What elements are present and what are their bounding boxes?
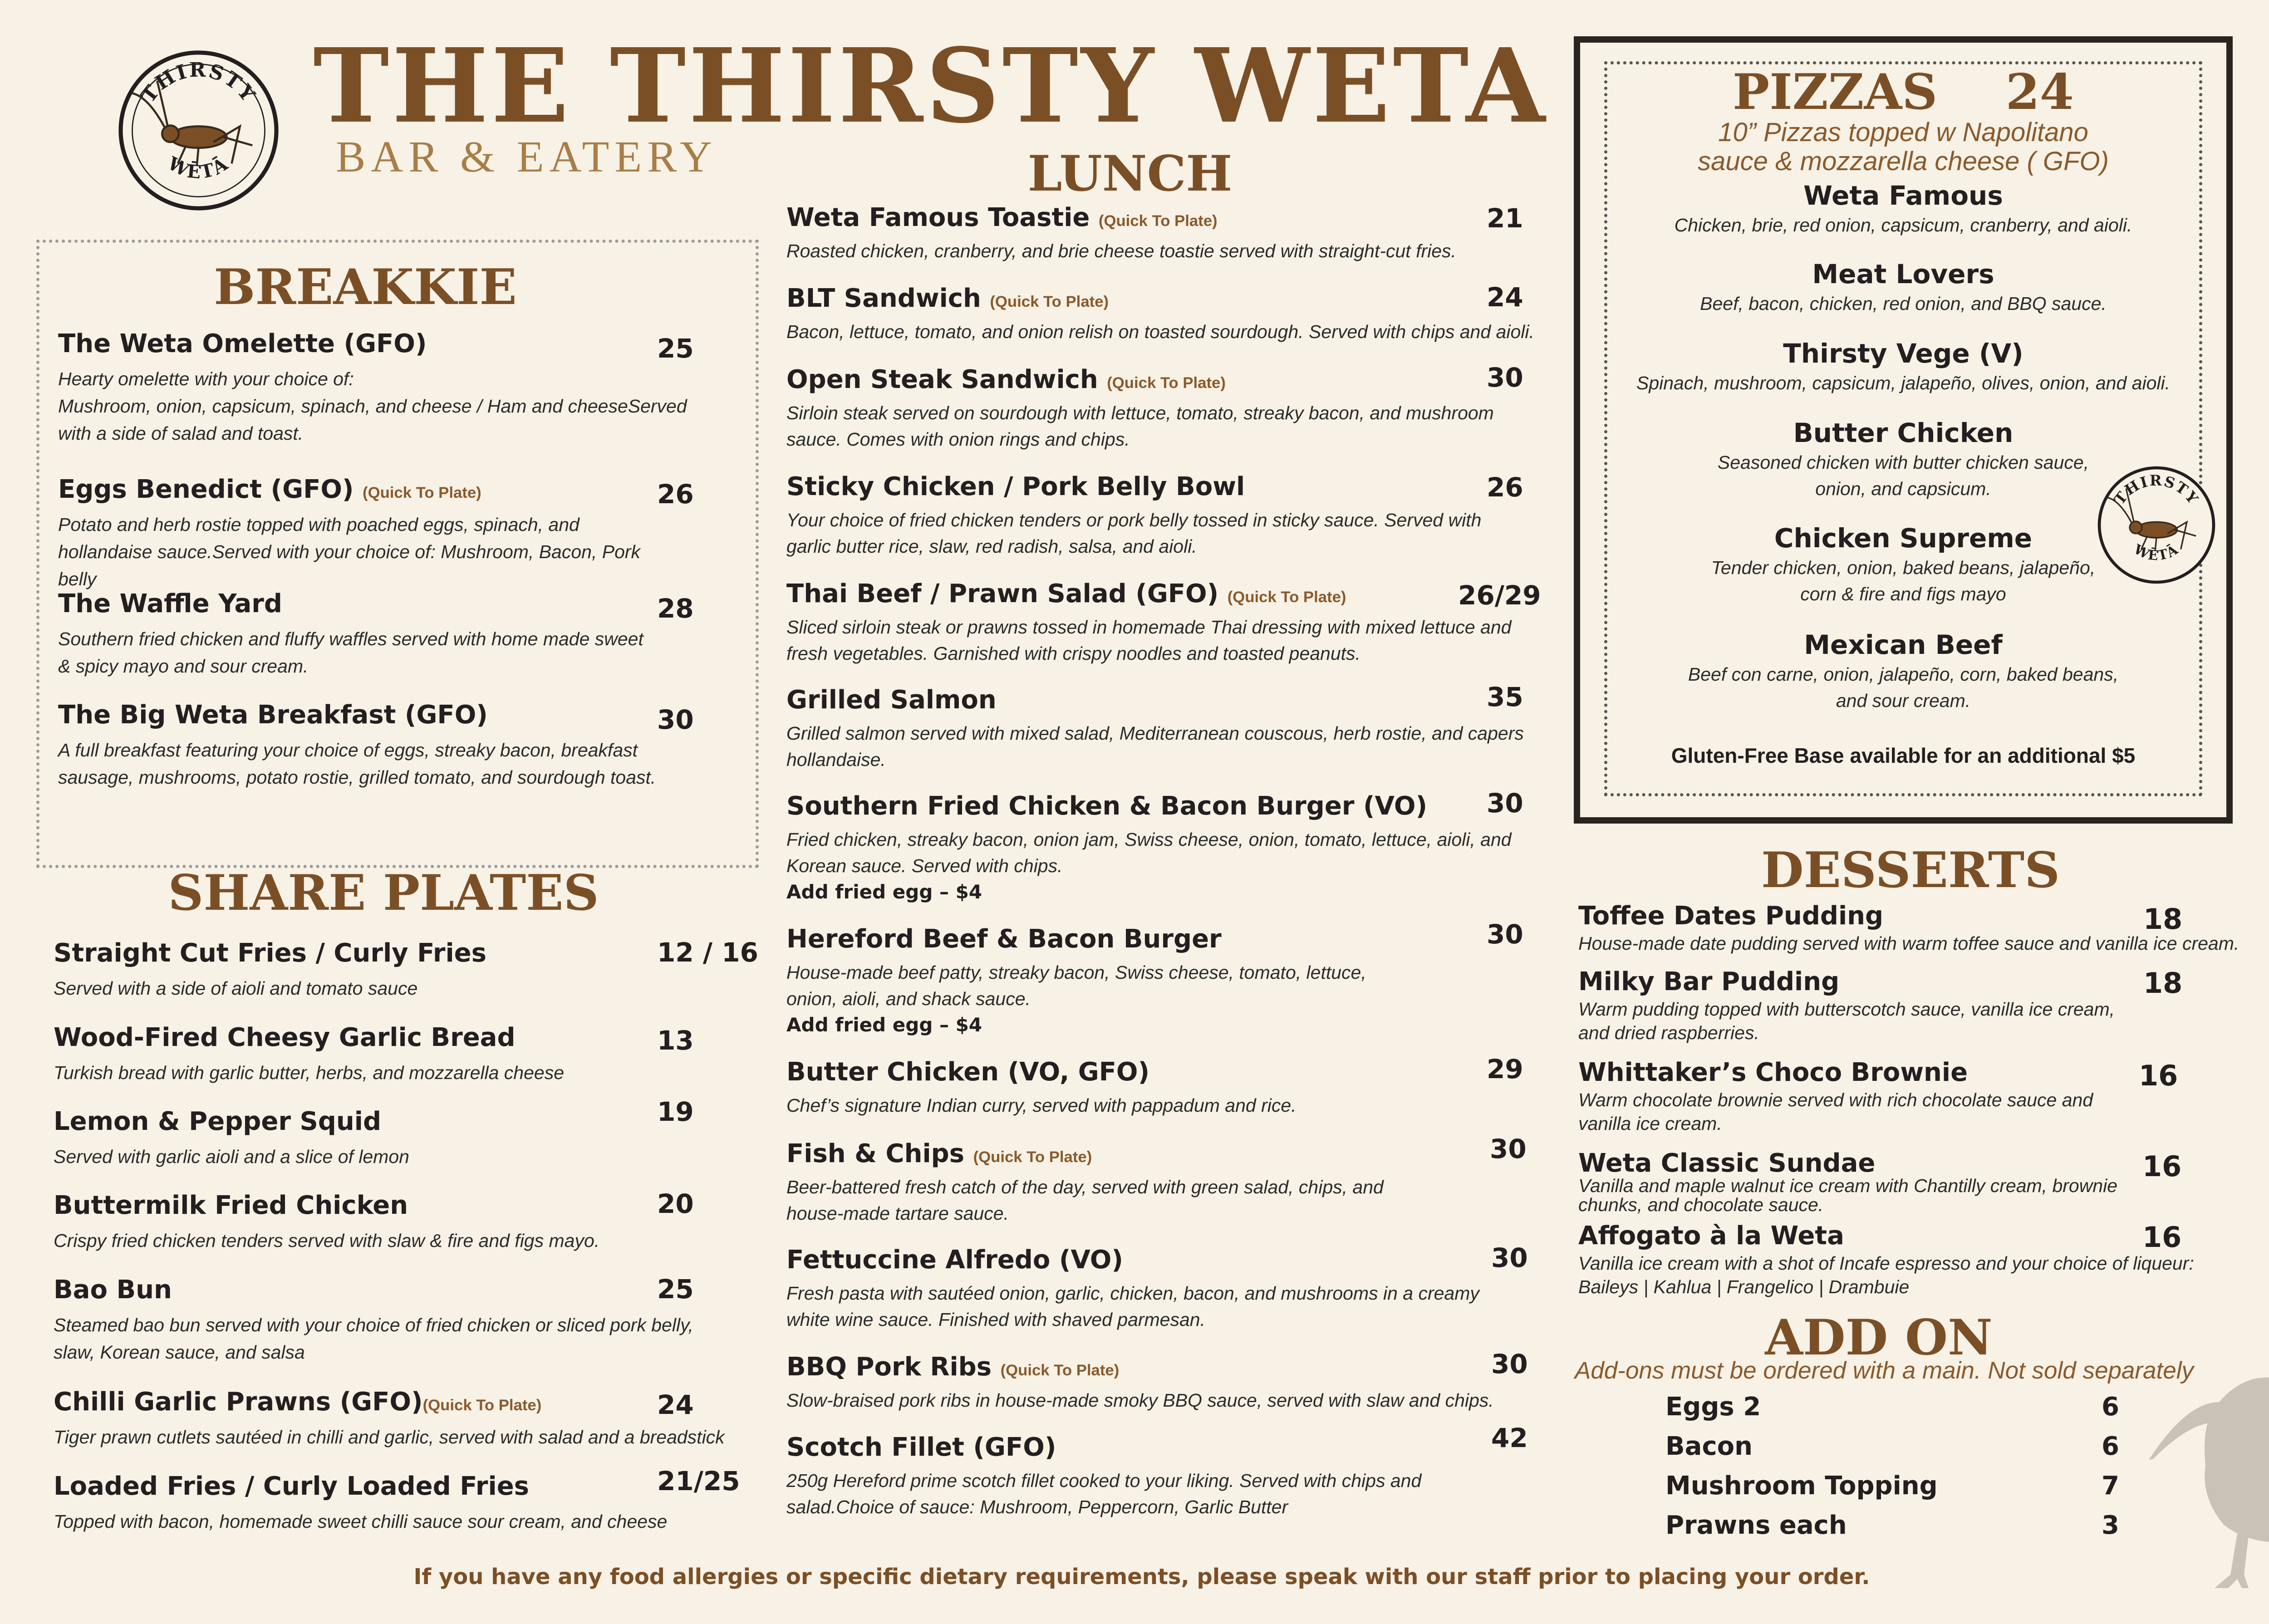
item-price: 12 / 16 <box>657 937 758 968</box>
item-description: Southern fried chicken and fluffy waffles served with home made sweet & spicy mayo and sour cream. <box>58 628 643 677</box>
menu-item <box>786 919 1540 1038</box>
pizza-title: PIZZAS <box>1733 64 1938 121</box>
menu-item <box>54 1096 761 1170</box>
item-name: Sticky Chicken / Pork Belly Bowl <box>786 472 1245 501</box>
item-description: Steamed bao bun served with your choice of fried chicken or sliced pork belly, slaw, Korean sauce, and salsa <box>54 1315 693 1363</box>
menu-item <box>54 1189 761 1254</box>
pizza-item <box>1604 628 2202 714</box>
item-name: Butter Chicken (VO, GFO) <box>786 1057 1150 1087</box>
item-description: Fresh pasta with sautéed onion, garlic, chicken, bacon, and mushrooms in a creamy white wine sauce. Finished with shaved parmesan. <box>786 1283 1479 1330</box>
item-description: Bacon, lettuce, tomato, and onion relish on toasted sourdough. Served with chips and aioli. <box>786 321 1534 342</box>
item-name: Buttermilk Fried Chicken <box>54 1191 408 1220</box>
item-price: 30 <box>1490 1133 1527 1164</box>
item-price: 24 <box>657 1389 694 1420</box>
add-on-name: Bacon <box>1665 1432 1753 1461</box>
pizza-name: Chicken Supreme <box>1774 523 2033 554</box>
menu-item <box>786 202 1540 264</box>
restaurant-subtitle: BAR & EATERY <box>336 132 717 182</box>
item-description: Warm pudding topped with butterscotch sauce, vanilla ice cream, and dried raspberries. <box>1578 999 2115 1043</box>
item-price: 18 <box>2143 967 2183 1000</box>
menu-item <box>786 1423 1540 1520</box>
item-name: Chilli Garlic Prawns (GFO) <box>54 1387 423 1417</box>
pizza-description: Chicken, brie, red onion, capsicum, cranberry, and aioli. <box>1674 215 2132 236</box>
item-name: The Weta Omelette (GFO) <box>58 329 427 358</box>
menu-item <box>786 790 1540 905</box>
item-name: Scotch Fillet (GFO) <box>786 1433 1056 1462</box>
add-on-price: 6 <box>2102 1392 2119 1422</box>
item-name: The Waffle Yard <box>58 589 282 618</box>
item-description: Vanilla ice cream with a shot of Incafe espresso and your choice of liqueur: Baileys | Kahlua | Frangelico | Drambuie <box>1578 1253 2194 1297</box>
item-price: 13 <box>657 1025 694 1056</box>
add-on-name: Prawns each <box>1665 1511 1847 1540</box>
menu-item <box>786 283 1540 345</box>
svg-text:WĒTĀ: WĒTĀ <box>2131 541 2182 564</box>
svg-text:THIRSTY: THIRSTY <box>137 58 260 107</box>
pizza-name: Thirsty Vege (V) <box>1783 338 2023 369</box>
item-name: Lemon & Pepper Squid <box>54 1107 382 1136</box>
item-price: 18 <box>2143 903 2183 936</box>
add-on-name: Mushroom Topping <box>1665 1471 1938 1501</box>
menu-item <box>786 1244 1540 1333</box>
item-note: (Quick To Plate) <box>1227 589 1346 606</box>
item-description: Grilled salmon served with mixed salad, Mediterranean couscous, herb rostie, and capers hollandaise. <box>786 723 1524 770</box>
breakkie-title: BREAKKIE <box>214 259 517 316</box>
menu-item <box>786 578 1540 667</box>
pizza-subtitle: 10” Pizzas topped w Napolitano sauce & mozzarella cheese ( GFO) <box>1698 118 2109 176</box>
pizza-description: Beef, bacon, chicken, red onion, and BBQ sauce. <box>1700 293 2107 314</box>
item-description: Warm chocolate brownie served with rich chocolate sauce and vanilla ice cream. <box>1578 1089 2093 1134</box>
item-description: House-made beef patty, streaky bacon, Swiss cheese, tomato, lettuce, onion, aioli, and shack sauce. <box>786 962 1366 1009</box>
item-price: 16 <box>2142 1221 2182 1254</box>
item-price: 19 <box>657 1096 694 1127</box>
item-name: Straight Cut Fries / Curly Fries <box>54 938 486 968</box>
desserts-title: DESSERTS <box>1761 842 2060 899</box>
menu-item <box>54 1466 761 1535</box>
item-name: Weta Classic Sundae <box>1578 1148 1876 1178</box>
pizza-name: Mexican Beef <box>1804 629 2003 660</box>
item-name: Loaded Fries / Curly Loaded Fries <box>54 1472 530 1501</box>
item-description: Beer-battered fresh catch of the day, served with green salad, chips, and house-made tartare sauce. <box>786 1177 1384 1224</box>
menu-item <box>786 1133 1540 1227</box>
item-price: 16 <box>2139 1059 2178 1092</box>
item-addon: Add fried egg – $4 <box>786 1014 982 1036</box>
item-name: Bao Bun <box>54 1275 172 1305</box>
pizza-description: Beef con carne, onion, jalapeño, corn, baked beans, and sour cream. <box>1688 664 2119 711</box>
pizza-description: Seasoned chicken with butter chicken sauce, onion, and capsicum. <box>1717 452 2089 499</box>
add-on-price: 3 <box>2102 1511 2119 1540</box>
menu-item <box>786 364 1540 452</box>
item-name: Whittaker’s Choco Brownie <box>1578 1058 1968 1087</box>
item-name: BBQ Pork Ribs <box>786 1352 1001 1382</box>
item-name: The Big Weta Breakfast (GFO) <box>58 700 488 730</box>
item-name: Southern Fried Chicken & Bacon Burger (VO) <box>786 791 1428 821</box>
item-description: Vanilla and maple walnut ice cream with Chantilly cream, brownie chunks, and chocolate sauce. <box>1578 1175 2118 1215</box>
kiwi-bird-icon <box>2133 1361 2269 1597</box>
item-price: 35 <box>1487 682 1523 712</box>
svg-text:THIRSTY: THIRSTY <box>2111 471 2202 508</box>
item-note: (Quick To Plate) <box>422 1397 542 1414</box>
item-price: 42 <box>1491 1423 1528 1453</box>
item-description: Roasted chicken, cranberry, and brie cheese toastie served with straight-cut fries. <box>786 240 1456 261</box>
item-description: Potato and herb rostie topped with poached eggs, spinach, and hollandaise sauce.Served with your choice of: Mushroom, Bacon, Pork belly <box>58 514 641 589</box>
item-name: Weta Famous Toastie <box>786 203 1099 232</box>
menu-item <box>786 1351 1540 1413</box>
item-price: 25 <box>657 333 694 364</box>
item-description: House-made date pudding served with warm toffee sauce and vanilla ice cream. <box>1578 933 2240 954</box>
item-name: Milky Bar Pudding <box>1578 967 1840 996</box>
menu-item <box>54 1386 761 1451</box>
menu-item <box>786 1056 1540 1119</box>
item-price: 30 <box>1491 1349 1528 1379</box>
item-note: (Quick To Plate) <box>1000 1362 1120 1379</box>
menu-item <box>54 1274 761 1366</box>
menu-item <box>1578 1148 2214 1214</box>
item-name: Open Steak Sandwich <box>786 365 1107 394</box>
item-price: 24 <box>1487 282 1523 313</box>
item-note: (Quick To Plate) <box>1098 212 1218 230</box>
item-description: Sliced sirloin steak or prawns tossed in homemade Thai dressing with mixed lettuce and fresh vegetables. Garnished with crispy noodles and toasted peanuts. <box>786 617 1512 664</box>
menu-item <box>58 588 721 680</box>
add-on-title: ADD ON <box>1765 1309 1993 1366</box>
item-note: (Quick To Plate) <box>990 293 1109 310</box>
pizza-item <box>1604 337 2202 396</box>
pizza-heading <box>1604 64 2202 121</box>
item-price: 21 <box>1487 203 1523 234</box>
pizza-item <box>1604 179 2202 238</box>
item-name: Hereford Beef & Bacon Burger <box>786 924 1222 954</box>
menu-item <box>58 328 721 447</box>
item-price: 25 <box>657 1274 694 1305</box>
menu-item <box>1578 967 2214 1045</box>
item-price: 30 <box>1487 919 1523 950</box>
item-price: 16 <box>2142 1150 2182 1183</box>
item-description: Turkish bread with garlic butter, herbs, and mozzarella cheese <box>54 1062 565 1083</box>
item-price: 30 <box>1487 788 1523 819</box>
item-description: Served with a side of aioli and tomato sauce <box>54 978 418 999</box>
item-note: (Quick To Plate) <box>1107 374 1226 392</box>
item-description: Chef’s signature Indian curry, served with pappadum and rice. <box>786 1095 1297 1116</box>
item-description: Crispy fried chicken tenders served with slaw & fire and figs mayo. <box>54 1230 600 1251</box>
item-name: Grilled Salmon <box>786 685 997 715</box>
item-description: Slow-braised pork ribs in house-made smoky BBQ sauce, served with slaw and chips. <box>786 1390 1494 1411</box>
restaurant-title: THE THIRSTY WETA <box>313 26 1548 146</box>
add-on-price: 7 <box>2102 1471 2119 1501</box>
item-price: 29 <box>1487 1054 1523 1084</box>
item-description: Fried chicken, streaky bacon, onion jam, Swiss cheese, onion, tomato, lettuce, aioli, and Korean sauce. Served with chips. <box>786 829 1512 876</box>
pizza-description: Tender chicken, onion, baked beans, jalapeño, corn & fire and figs mayo <box>1711 557 2096 604</box>
item-price: 26 <box>657 479 694 510</box>
menu-item <box>58 473 721 593</box>
allergy-footer-note: If you have any food allergies or specific dietary requirements, please speak with our staff prior to placing your order. <box>413 1564 1870 1590</box>
item-price: 30 <box>1487 362 1523 393</box>
menu-item <box>1578 1221 2214 1299</box>
item-name: Fish & Chips <box>786 1139 973 1168</box>
item-name: BLT Sandwich <box>786 284 990 313</box>
pizza-item <box>1604 258 2202 317</box>
item-name: Toffee Dates Pudding <box>1578 901 1884 931</box>
item-description: Served with garlic aioli and a slice of lemon <box>54 1146 409 1167</box>
menu-item <box>54 1021 761 1086</box>
thirsty-weta-logo-small <box>2096 464 2217 586</box>
menu-item <box>1578 1057 2214 1135</box>
item-name: Affogato à la Weta <box>1578 1221 1844 1251</box>
item-price: 26/29 <box>1458 580 1541 611</box>
item-description: A full breakfast featuring your choice of eggs, streaky bacon, breakfast sausage, mushrooms, potato rostie, grilled tomato, and sourdough toast. <box>58 740 656 788</box>
pizza-price: 24 <box>2005 64 2074 121</box>
item-price: 21/25 <box>657 1466 740 1496</box>
share-plates-title: SHARE PLATES <box>168 864 599 922</box>
menu-item <box>786 471 1540 559</box>
item-price: 20 <box>657 1188 694 1219</box>
svg-text:WĒTĀ: WĒTĀ <box>164 152 233 183</box>
item-price: 28 <box>657 593 694 624</box>
add-on-price: 6 <box>2102 1432 2119 1461</box>
menu-item <box>54 937 761 1002</box>
pizza-name: Meat Lovers <box>1812 259 1994 289</box>
item-name: Eggs Benedict (GFO) <box>58 475 363 504</box>
menu-item <box>786 684 1540 773</box>
item-price: 30 <box>1491 1242 1528 1273</box>
thirsty-weta-logo <box>116 48 281 213</box>
item-description: Hearty omelette with your choice of: Mushroom, onion, capsicum, spinach, and cheese / Ham and cheeseServed with a side of salad and toast. <box>58 368 687 444</box>
item-price: 26 <box>1487 472 1523 503</box>
item-description: Sirloin steak served on sourdough with lettuce, tomato, streaky bacon, and mushroom sauce. Comes with onion rings and chips. <box>786 402 1494 450</box>
menu-item <box>1578 901 2240 955</box>
item-note: (Quick To Plate) <box>363 484 481 501</box>
pizza-description: Spinach, mushroom, capsicum, jalapeño, olives, onion, and aioli. <box>1636 373 2170 393</box>
item-description: Topped with bacon, homemade sweet chilli sauce sour cream, and cheese <box>54 1511 668 1532</box>
menu-item <box>58 699 721 791</box>
item-name: Wood-Fired Cheesy Garlic Bread <box>54 1023 516 1052</box>
item-price: 30 <box>657 704 694 735</box>
pizza-name: Butter Chicken <box>1793 417 2014 448</box>
item-description: Tiger prawn cutlets sautéed in chilli and garlic, served with salad and a breadstick <box>54 1427 725 1447</box>
add-on-subtitle: Add-ons must be ordered with a main. Not sold separately <box>1575 1357 2194 1384</box>
item-name: Fettuccine Alfredo (VO) <box>786 1245 1123 1275</box>
add-on-name: Eggs 2 <box>1665 1392 1761 1422</box>
lunch-title: LUNCH <box>1027 145 1233 202</box>
pizza-name: Weta Famous <box>1803 180 2003 211</box>
item-description: 250g Hereford prime scotch fillet cooked to your liking. Served with chips and salad.Choice of sauce: Mushroom, Peppercorn, Garlic Butter <box>786 1470 1422 1517</box>
item-addon: Add fried egg – $4 <box>786 881 982 903</box>
item-note: (Quick To Plate) <box>973 1148 1092 1166</box>
item-name: Thai Beef / Prawn Salad (GFO) <box>786 579 1228 608</box>
item-description: Your choice of fried chicken tenders or pork belly tossed in sticky sauce. Served with garlic butter rice, slaw, red radish, salsa, and aioli. <box>786 510 1482 557</box>
gluten-free-note: Gluten-Free Base available for an additional $5 <box>1671 744 2136 767</box>
